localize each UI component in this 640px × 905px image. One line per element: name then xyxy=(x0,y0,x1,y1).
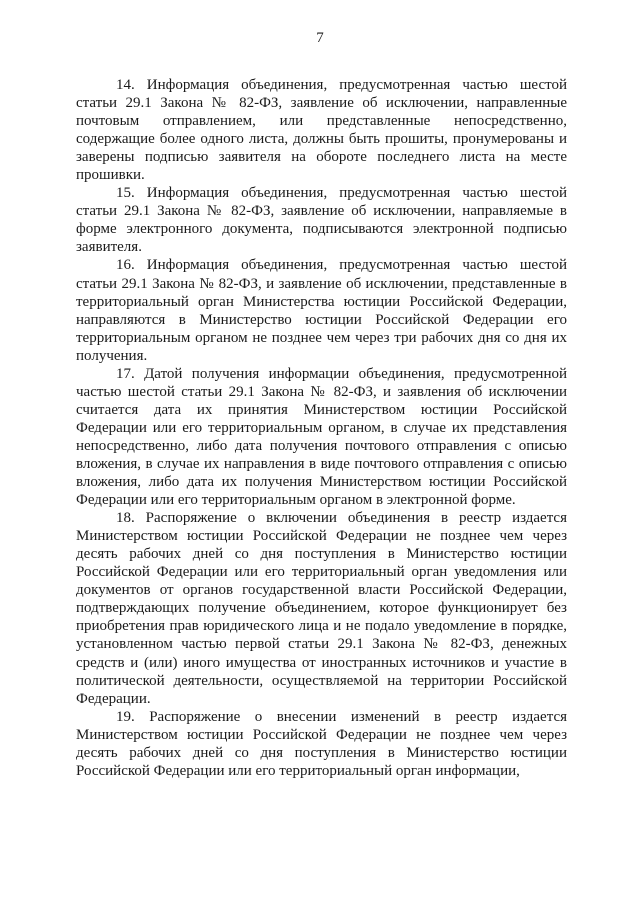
paragraph-19: 19. Распоряжение о внесении изменений в реестр издается Министерством юстиции Российской Федерации не позднее чем через десять рабочих дней со дня поступления в Министерство юстиции Российской Федерации или его территориальный орган информации, xyxy=(76,708,567,779)
paragraph-18: 18. Распоряжение о включении объединения в реестр издается Министерством юстиции Российской Федерации не позднее чем через десять рабочих дней со дня поступления в Министерство юстиции Российской Федерации или его территориальный орган уведомления или документов от органов государственной власти Российской Федерации, подтверждающих получение объединением, которое функционирует без приобретения прав юридического лица и не подало уведомление в порядке, установленном частью первой статьи 29.1 Закона № 82-ФЗ, денежных средств и (или) иного имущества от иностранных источников и участие в политической деятельности, осуществляемой на территории Российской Федерации. xyxy=(76,510,567,707)
paragraph-16: 16. Информация объединения, предусмотренная частью шестой статьи 29.1 Закона № 82-ФЗ, и заявление об исключении, представленные в территориальный орган Министерства юстиции Российской Федерации, направляются в Министерство юстиции Российской Федерации его территориальным органом не позднее чем через три рабочих дня со дня их получения. xyxy=(76,257,567,364)
paragraph-17: 17. Датой получения информации объединения, предусмотренной частью шестой статьи 29.1 Закона № 82-ФЗ, и заявления об исключении считается дата их принятия Министерством юстиции Российской Федерации или его территориальным органом, в случае их представления непосредственно, либо дата получения почтового отправления с описью вложения, в случае их направления в виде почтового отправления с описью вложения, либо дата их получения Министерством юстиции Российской Федерации или его территориальным органом в электронной форме. xyxy=(76,365,567,509)
document-body xyxy=(76,76,567,780)
paragraph-15: 15. Информация объединения, предусмотренная частью шестой статьи 29.1 Закона № 82-ФЗ, заявление об исключении, направляемые в форме электронного документа, подписываются электронной подписью заявителя. xyxy=(76,185,567,256)
page-number: 7 xyxy=(316,30,324,46)
paragraph-14: 14. Информация объединения, предусмотренная частью шестой статьи 29.1 Закона № 82-ФЗ, заявление об исключении, направленные почтовым отправлением, или представленные непосредственно, содержащие более одного листа, должны быть прошиты, пронумерованы и заверены подписью заявителя на обороте последнего листа на месте прошивки. xyxy=(76,77,567,184)
